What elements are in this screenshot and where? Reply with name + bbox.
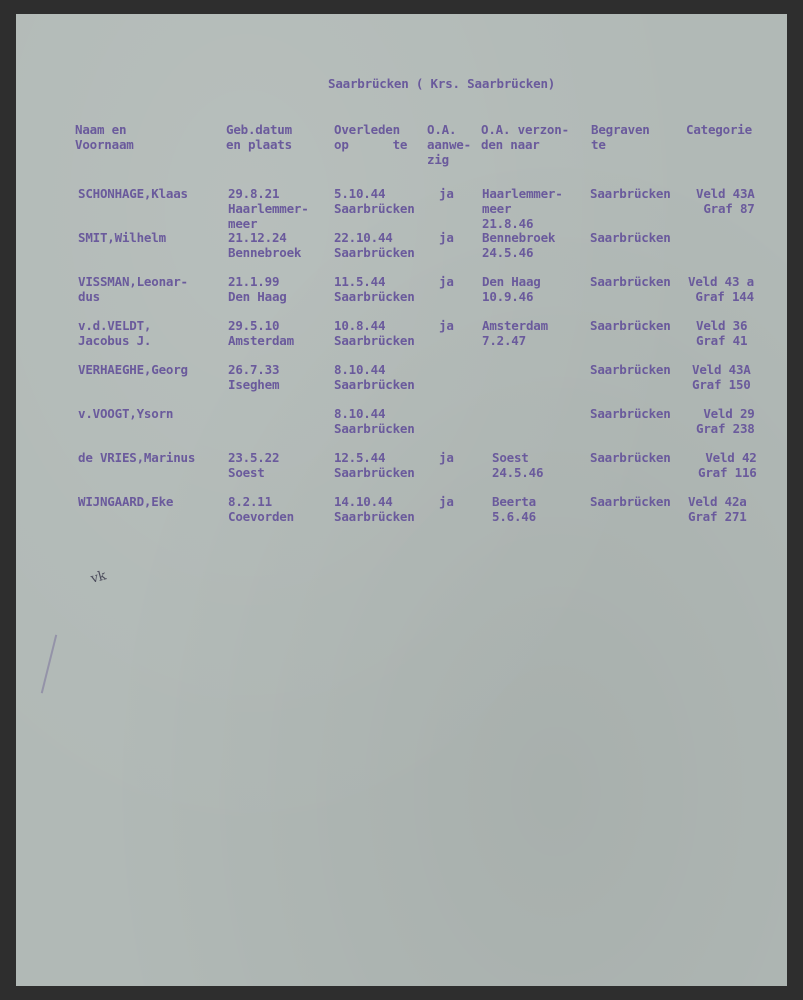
cell-name: v.d.VELDT, Jacobus J. [78, 318, 152, 348]
cell-oa-present: ja [439, 274, 454, 289]
cell-buried: Saarbrücken [590, 230, 671, 245]
cell-birth: 8.2.11 Coevorden [228, 494, 294, 524]
cell-oa-present: ja [439, 318, 454, 333]
cell-category: Veld 43A Graf 150 [692, 362, 751, 392]
cell-died: 10.8.44 Saarbrücken [334, 318, 415, 348]
header-buried: Begraven te [591, 122, 650, 152]
cell-oa-present: ja [439, 230, 454, 245]
cell-buried: Saarbrücken [590, 494, 671, 509]
cell-oa-sent: Den Haag 10.9.46 [482, 274, 541, 304]
cell-died: 8.10.44 Saarbrücken [334, 362, 415, 392]
cell-category: Veld 36 Graf 41 [696, 318, 748, 348]
cell-oa-present: ja [439, 450, 454, 465]
cell-died: 11.5.44 Saarbrücken [334, 274, 415, 304]
cell-birth: 29.5.10 Amsterdam [228, 318, 294, 348]
cell-name: de VRIES,Marinus [78, 450, 196, 465]
cell-name: SMIT,Wilhelm [78, 230, 166, 245]
cell-birth: 21.12.24 Bennebroek [228, 230, 302, 260]
cell-oa-sent: Bennebroek 24.5.46 [482, 230, 556, 260]
header-birth: Geb.datum en plaats [226, 122, 292, 152]
cell-name: SCHONHAGE,Klaas [78, 186, 188, 201]
cell-category: Veld 29 Graf 238 [696, 406, 755, 436]
header-category: Categorie [686, 122, 752, 137]
pencil-stroke [41, 635, 57, 694]
cell-oa-sent: Soest 24.5.46 [492, 450, 544, 480]
cell-oa-present: ja [439, 186, 454, 201]
cell-died: 12.5.44 Saarbrücken [334, 450, 415, 480]
cell-birth: 29.8.21 Haarlemmer- meer [228, 186, 309, 231]
cell-buried: Saarbrücken [590, 406, 671, 421]
cell-died: 5.10.44 Saarbrücken [334, 186, 415, 216]
header-name: Naam en Voornaam [75, 122, 134, 152]
handwritten-margin-mark: vk [89, 568, 108, 587]
header-oa-present: O.A. aanwe- zig [427, 122, 471, 167]
document-title: Saarbrücken ( Krs. Saarbrücken) [328, 76, 556, 91]
cell-category: Veld 42a Graf 271 [688, 494, 747, 524]
cell-birth: 21.1.99 Den Haag [228, 274, 287, 304]
cell-died: 8.10.44 Saarbrücken [334, 406, 415, 436]
cell-name: WIJNGAARD,Eke [78, 494, 174, 509]
cell-category: Veld 43 a Graf 144 [688, 274, 754, 304]
cell-name: v.VOOGT,Ysorn [78, 406, 174, 421]
cell-oa-sent: Amsterdam 7.2.47 [482, 318, 548, 348]
cell-name: VISSMAN,Leonar- dus [78, 274, 188, 304]
cell-category: Veld 43A Graf 87 [696, 186, 755, 216]
cell-birth: 23.5.22 Soest [228, 450, 280, 480]
typed-document-page [16, 14, 787, 986]
cell-buried: Saarbrücken [590, 318, 671, 333]
cell-died: 14.10.44 Saarbrücken [334, 494, 415, 524]
header-oa-sent: O.A. verzon- den naar [481, 122, 569, 152]
cell-buried: Saarbrücken [590, 362, 671, 377]
cell-name: VERHAEGHE,Georg [78, 362, 188, 377]
cell-category: Veld 42 Graf 116 [698, 450, 757, 480]
cell-oa-sent: Haarlemmer- meer 21.8.46 [482, 186, 563, 231]
cell-oa-sent: Beerta 5.6.46 [492, 494, 536, 524]
cell-died: 22.10.44 Saarbrücken [334, 230, 415, 260]
cell-birth: 26.7.33 Iseghem [228, 362, 280, 392]
cell-buried: Saarbrücken [590, 450, 671, 465]
cell-buried: Saarbrücken [590, 274, 671, 289]
cell-oa-present: ja [439, 494, 454, 509]
header-died: Overleden op te [334, 122, 408, 152]
cell-buried: Saarbrücken [590, 186, 671, 201]
